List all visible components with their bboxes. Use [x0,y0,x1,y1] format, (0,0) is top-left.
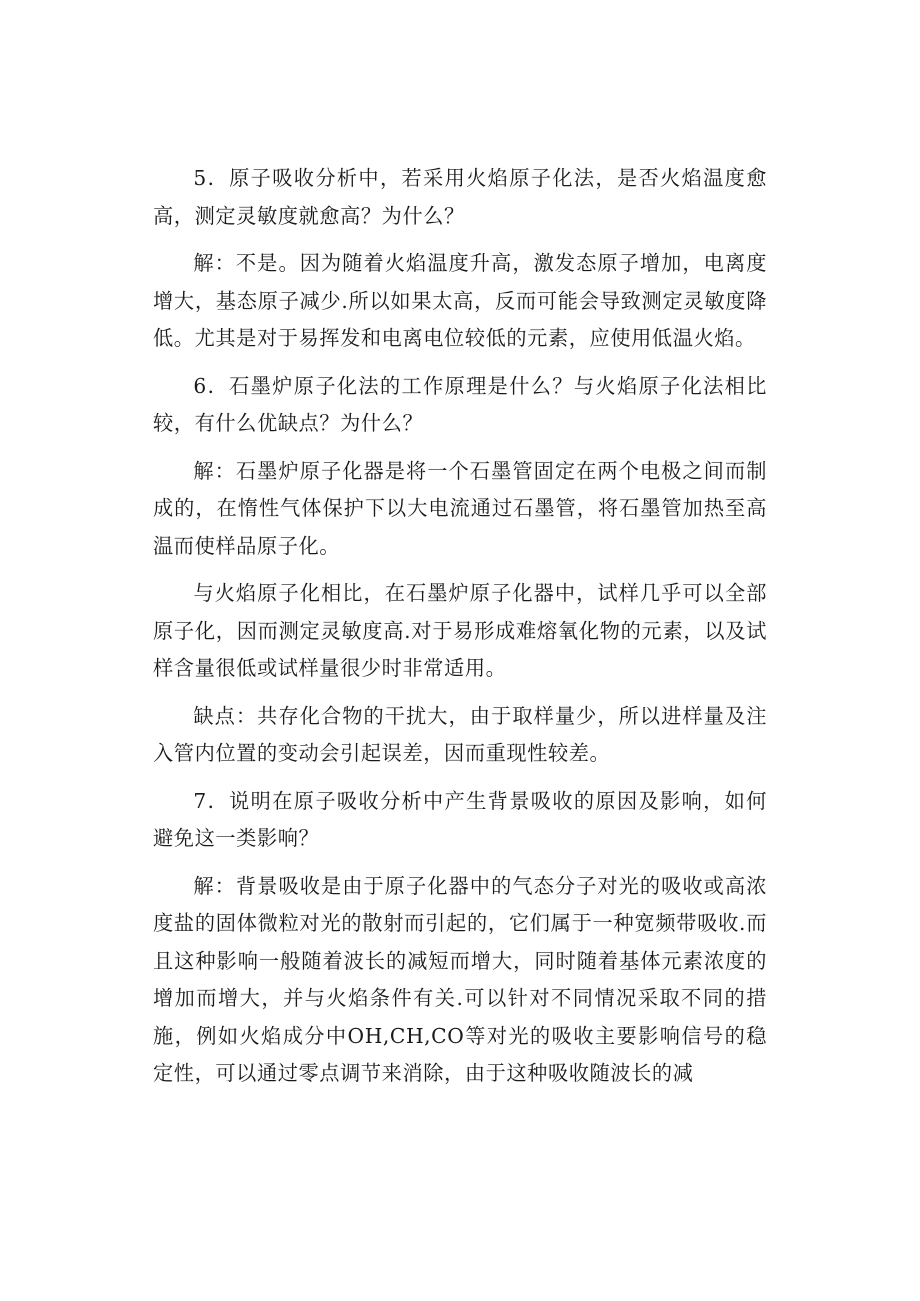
answer-6-advantages: 与火焰原子化相比，在石墨炉原子化器中，试样几乎可以全部原子化，因而测定灵敏度高.对于易形成难熔氧化物的元素，以及试样含量很低或试样量很少时非常适用。 [153,581,767,680]
question-5: 5．原子吸收分析中，若采用火焰原子化法，是否火焰温度愈高，测定灵敏度就愈高？为什么？ [153,166,767,228]
answer-6-principle: 解：石墨炉原子化器是将一个石墨管固定在两个电极之间而制成的，在惰性气体保护下以大电流通过石墨管，将石墨管加热至高温而使样品原子化。 [153,458,767,558]
document-page [153,160,767,1103]
answer-6-disadvantages: 缺点：共存化合物的干扰大，由于取样量少，所以进样量及注入管内位置的变动会引起误差，因而重现性较差。 [153,703,767,765]
answer-7: 解：背景吸收是由于原子化器中的气态分子对光的吸收或高浓度盐的固体微粒对光的散射而引起的，它们属于一种宽频带吸收.而且这种影响一般随着波长的减短而增大，同时随着基体元素浓度的增加而增大，并与火焰条件有关.可以针对不同情况采取不同的措施，例如火焰成分中OH,CH,CO等对光的吸收主要影响信号的稳定性，可以通过零点调节来消除，由于这种吸收随波长的减 [153,873,767,1085]
question-7: 7．说明在原子吸收分析中产生背景吸收的原因及影响，如何避免这一类影响？ [153,788,767,850]
question-6: 6．石墨炉原子化法的工作原理是什么？与火焰原子化法相比较，有什么优缺点？为什么？ [153,373,767,435]
answer-5: 解：不是。因为随着火焰温度升高，激发态原子增加，电离度增大，基态原子减少.所以如果太高，反而可能会导致测定灵敏度降低。尤其是对于易挥发和电离电位较低的元素，应使用低温火焰。 [153,251,767,350]
